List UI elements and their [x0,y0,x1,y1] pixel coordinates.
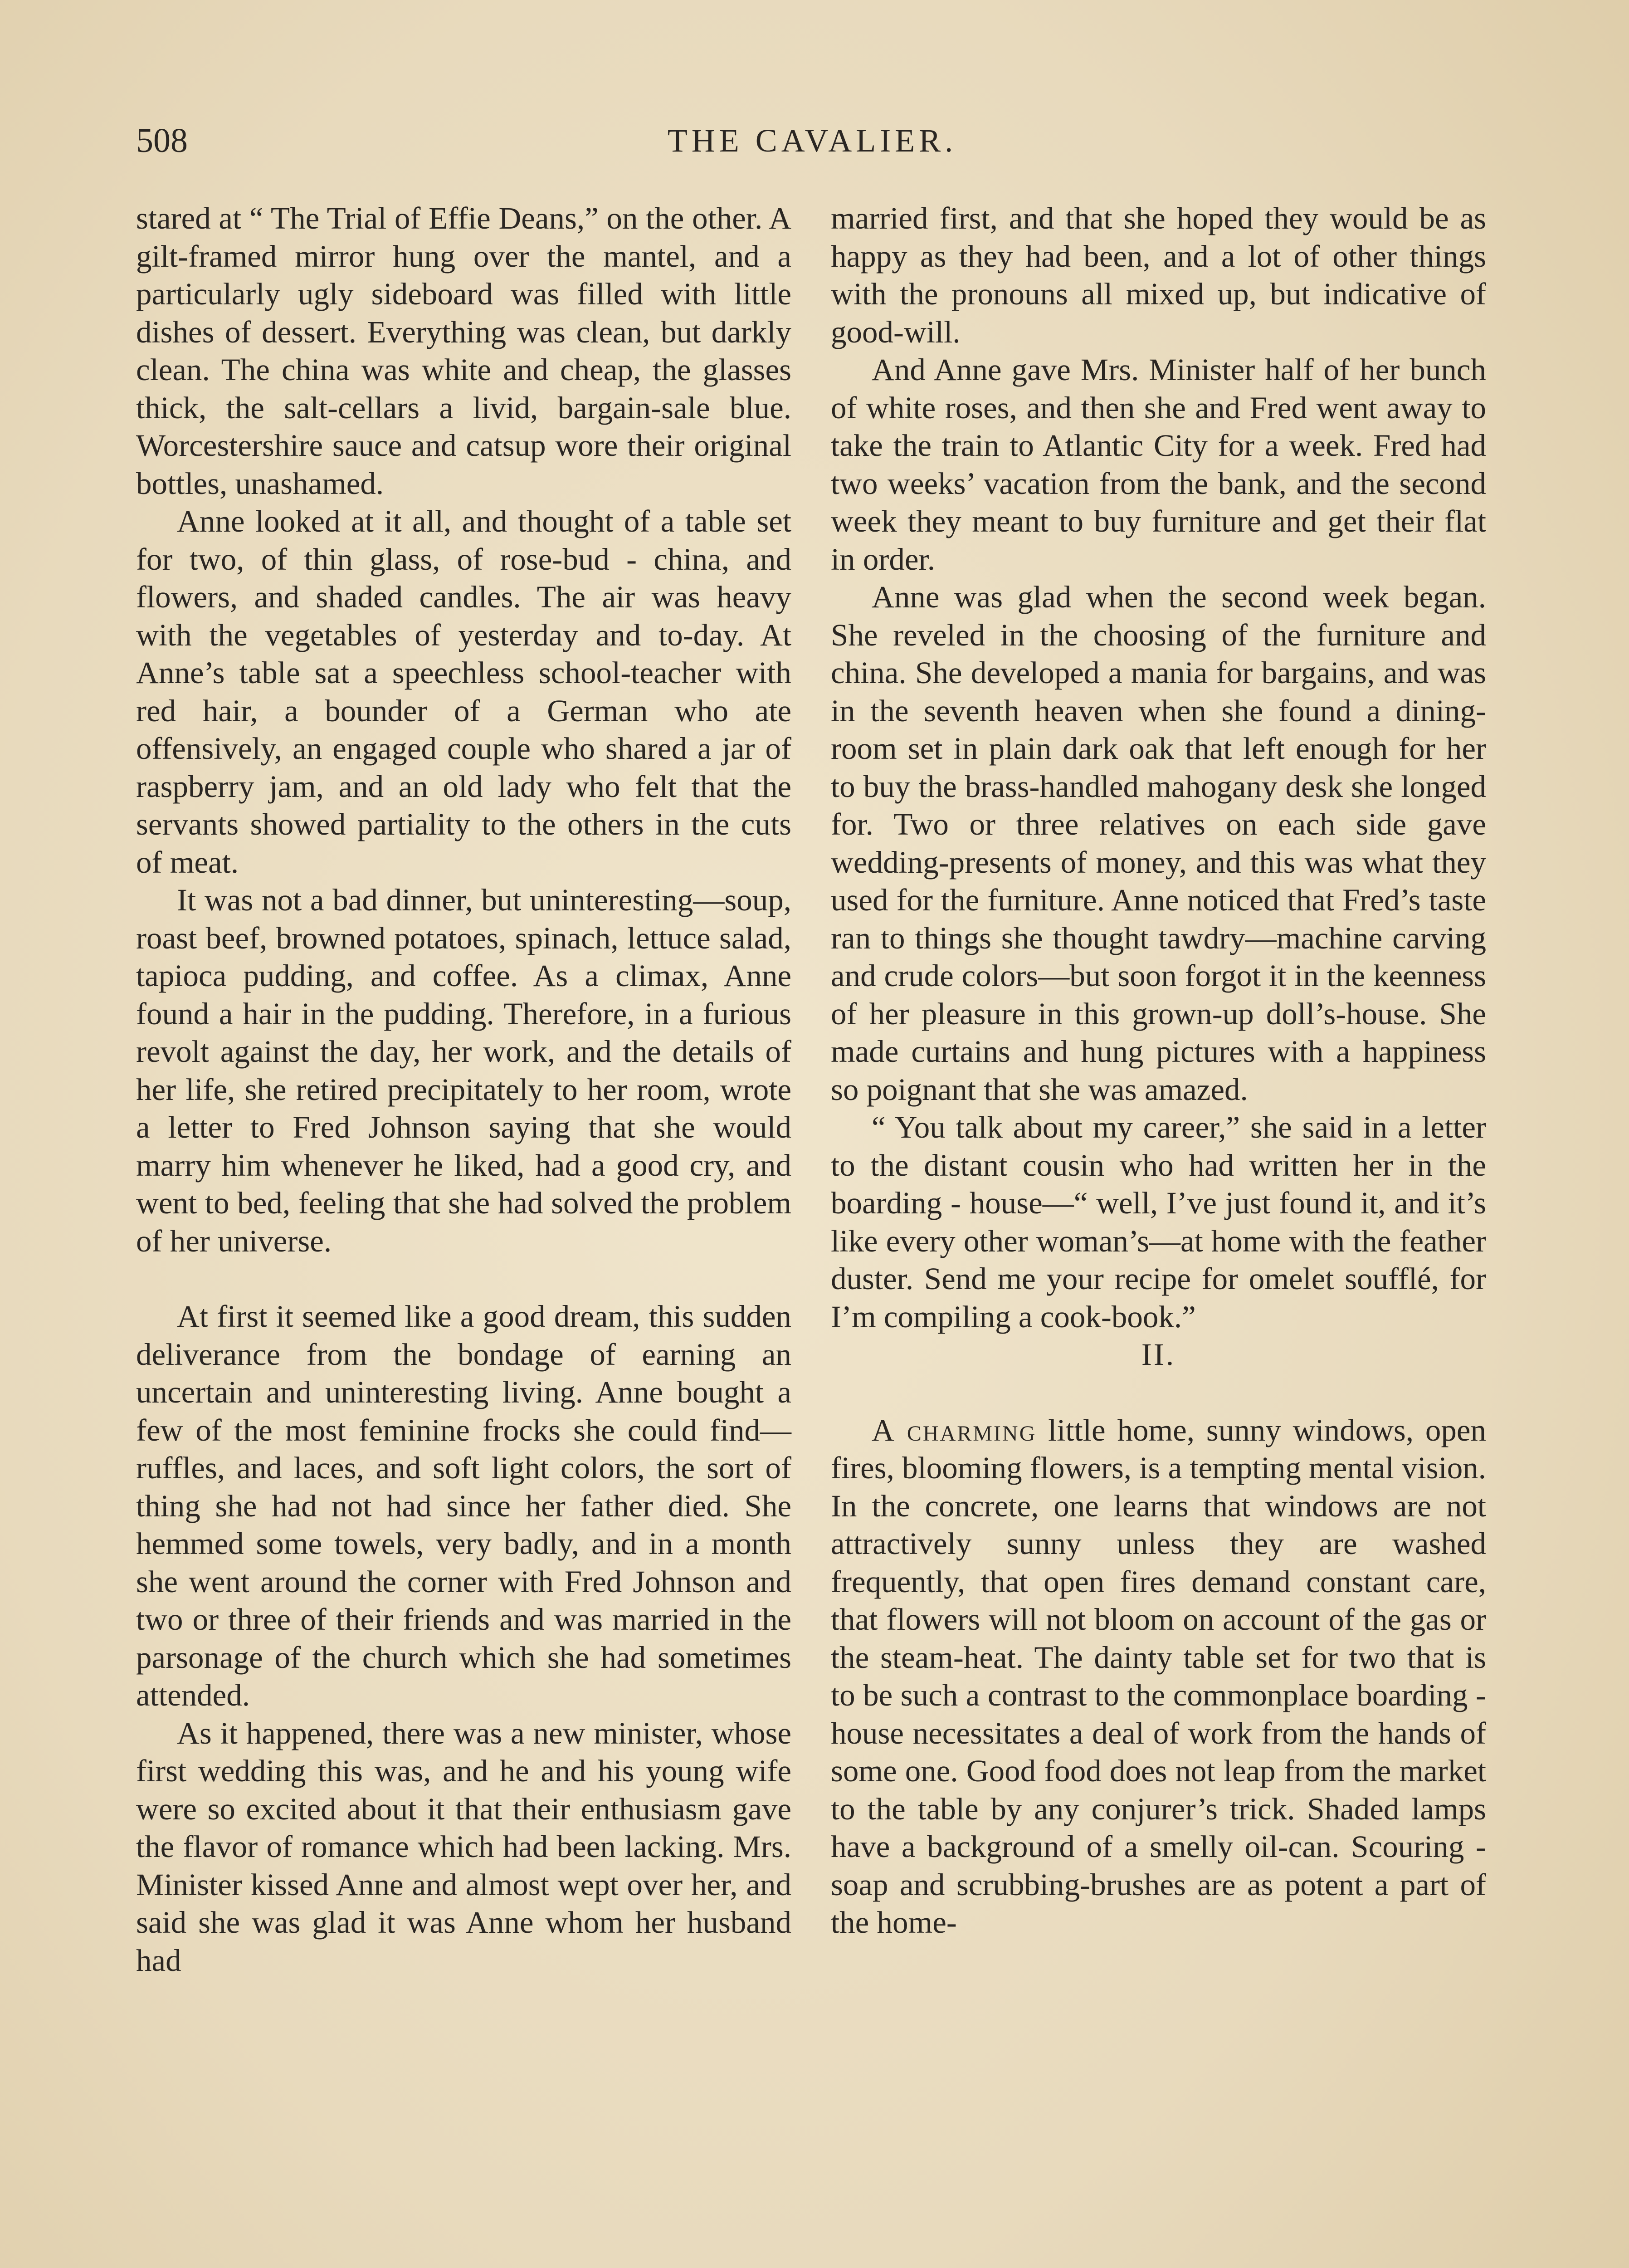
paragraph: stared at “ The Trial of Effie Deans,” on the other. A gilt-framed mirror hung over the mantel, and a particularly ugly sideboard was filled with little dishes of dessert. Everything was clean, but darkly clean. The china was white and cheap, the glasses thick, the salt-cellars a livid, bargain-sale blue. Worcestershire sauce and catsup wore their original bottles, unashamed. [136,201,791,501]
paragraph: And Anne gave Mrs. Minister half of her bunch of white roses, and then she and Fred went away to take the train to Atlantic City for a week. Fred had two weeks’ vacation from the bank, and the second week they meant to buy furniture and get their flat in order. [831,352,1486,577]
paragraph: Anne looked at it all, and thought of a table set for two, of thin glass, of rose-bud - china, and flowers, and shaded candles. The air was heavy with the vegetables of yesterday and to-day. At Anne’s table sat a speechless school-teacher with red hair, a bounder of a German who ate offensively, an engaged couple who shared a jar of raspberry jam, and an old lady who felt that the servants showed partiality to the others in the cuts of meat. [136,504,791,880]
section-opening-paragraph [831,1412,1486,1942]
paragraph: “ You talk about my career,” she said in a letter to the distant cousin who had written her in the boarding - house—“ well, I’ve just found it, and it’s like every other woman’s—at home with the feather duster. Send me your recipe for omelet soufflé, for I’m compiling a cook-book.” [831,1110,1486,1334]
paragraph: married first, and that she hoped they would be as happy as they had been, and a lot of other things with the pronouns all mixed up, but indicative of good-will. [831,201,1486,349]
section-numeral: II. [1141,1337,1176,1372]
right-column [831,200,1486,1942]
paragraph: As it happened, there was a new minister, whose first wedding this was, and he and his young wife were so excited about it that their enthusiasm gave the flavor of romance which had been lacking. Mrs. Minister kissed Anne and almost wept over her, and said she was glad it was Anne whom her husband had [136,1716,791,1978]
paragraph-text: little home, sunny windows, open fires, blooming flowers, is a tempting mental vision. In the concrete, one learns that windows are not attractively sunny unless they are washed frequently, that open fires demand constant care, that flowers will not bloom on account of the gas or the steam-heat. The dainty table set for two that is to be such a contrast to the commonplace boarding - house necessitates a deal of work from the hands of some one. Good food does not leap from the market to the table by any conjurer’s trick. Shaded lamps have a background of a smelly oil-can. Scouring - soap and scrubbing-brushes are as potent a part of the home- [831,1413,1487,1940]
paragraph: At first it seemed like a good dream, this sudden deliverance from the bondage of earning an uncertain and uninteresting living. Anne bought a few of the most feminine frocks she could find—ruffles, and laces, and soft light colors, the sort of thing she had not had since her father died. She hemmed some towels, very badly, and in a month she went around the corner with Fred Johnson and two or three of their friends and was married in the parsonage of the church which she had sometimes attended. [136,1299,791,1712]
page-header [136,116,1488,166]
running-head: THE CAVALIER. [667,122,957,159]
left-column [136,200,791,1980]
paragraph: Anne was glad when the second week began. She reveled in the choosing of the furniture and china. She developed a mania for bargains, and was in the seventh heaven when she found a dining-room set in plain dark oak that left enough for her to buy the brass-handled mahogany desk she longed for. Two or three relatives on each side gave wedding-presents of money, and this was what they used for the furniture. Anne noticed that Fred’s taste ran to things she thought tawdry—machine carving and crude colors—but soon forgot it in the keenness of her pleasure in this grown-up doll’s-house. She made curtains and hung pictures with a happiness so poignant that she was amazed. [831,580,1486,1107]
page-number: 508 [136,122,188,160]
paragraph: It was not a bad dinner, but uninteresting—soup, roast beef, browned potatoes, spinach, lettuce salad, tapioca pudding, and coffee. As a climax, Anne found a hair in the pudding. Therefore, in a furious revolt against the day, her work, and the details of her life, she retired precipitately to her room, wrote a letter to Fred Johnson saying that she would marry him whenever he liked, had a good cry, and went to bed, feeling that she had solved the problem of her universe. [136,883,791,1258]
small-caps-lead: A charming [872,1413,1037,1447]
